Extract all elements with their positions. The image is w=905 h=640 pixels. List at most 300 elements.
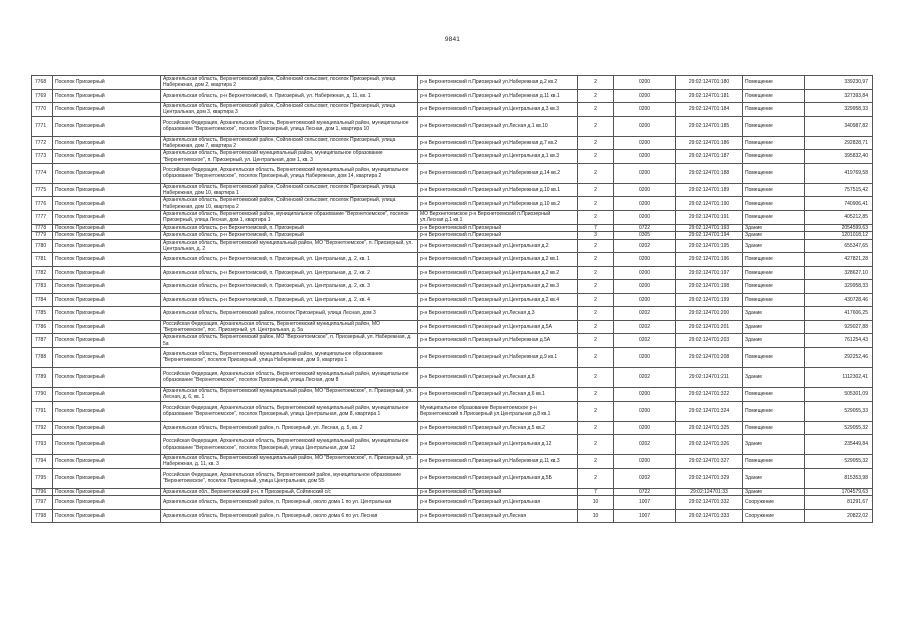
row-number-cell: 7782	[32, 266, 53, 280]
object-type-cell: Помещение	[743, 89, 805, 103]
full-address-cell: Архангельская область, р-н Верхнетоемский, п. Приозерный, ул. Центральная, д. 2, кв. 2	[161, 266, 418, 280]
settlement-name-cell: Поселок Приозерный	[53, 280, 161, 294]
cadastral-number-cell: 29:02:124701:203	[676, 334, 743, 348]
short-address-cell: р-н Верхнетоемский п.Приозерный ул.Центральная д.5Б	[418, 468, 578, 488]
object-code-cell: 0200	[614, 421, 676, 435]
category-number-cell: 2	[578, 211, 614, 225]
short-address-cell: р-н Верхнетоемский п.Приозерный ул.Центральная д.12	[418, 435, 578, 455]
table-row	[32, 103, 873, 117]
row-number-cell: 7789	[32, 367, 53, 387]
object-type-cell: Сооружение	[743, 496, 805, 510]
settlement-name-cell: Поселок Приозерный	[53, 334, 161, 348]
short-address-cell: р-н Верхнетоемский п.Приозерный ул.Набережная д.9 кв.1	[418, 347, 578, 367]
cadastral-cost-cell: 395832,40	[805, 150, 873, 164]
object-type-cell: Помещение	[743, 266, 805, 280]
category-number-cell: 2	[578, 116, 614, 136]
cadastral-cost-cell: 529055,32	[805, 421, 873, 435]
table-row	[32, 293, 873, 307]
settlement-name-cell: Поселок Приозерный	[53, 116, 161, 136]
cadastral-number-cell: 29:02:124701:190	[676, 197, 743, 211]
full-address-cell: Архангельская область, Верхнетоемский муниципальный район, МО "Верхнетоемское", п. Приозерный, ул. Набережная, д. 11, кв. 3	[161, 455, 418, 469]
object-type-cell: Здание	[743, 435, 805, 455]
category-number-cell: 2	[578, 421, 614, 435]
table-row	[32, 224, 873, 232]
category-number-cell: 2	[578, 320, 614, 334]
settlement-name-cell: Поселок Приозерный	[53, 401, 161, 421]
settlement-name-cell: Поселок Приозерный	[53, 435, 161, 455]
object-code-cell: 0202	[614, 435, 676, 455]
table-row	[32, 197, 873, 211]
cadastral-number-cell: 29:02:124701:180	[676, 76, 743, 90]
row-number-cell: 7783	[32, 280, 53, 294]
object-code-cell: 0200	[614, 103, 676, 117]
settlement-name-cell: Поселок Приозерный	[53, 253, 161, 267]
settlement-name-cell: Поселок Приозерный	[53, 307, 161, 321]
cadastral-number-cell: 29:02:124701:329	[676, 468, 743, 488]
settlement-name-cell: Поселок Приозерный	[53, 421, 161, 435]
settlement-name-cell: Поселок Приозерный	[53, 150, 161, 164]
full-address-cell: Архангельская область, Верхнетоемский район, Сойгинский сельсовет, поселок Приозерный, улица Набережная, дом 2, квартира 2	[161, 76, 418, 90]
object-code-cell: 0202	[614, 320, 676, 334]
cadastral-cost-cell: 419769,58	[805, 163, 873, 183]
object-code-cell: 0200	[614, 89, 676, 103]
settlement-name-cell: Поселок Приозерный	[53, 320, 161, 334]
table-row	[32, 468, 873, 488]
object-type-cell: Помещение	[743, 197, 805, 211]
full-address-cell: Российская Федерация, Архангельская область, Верхнетоемский район, муниципальное образование "Верхнетоемское", поселок Приозерный, улица Центральная, дом 5Б	[161, 468, 418, 488]
row-number-cell: 7792	[32, 421, 53, 435]
table-row	[32, 211, 873, 225]
row-number-cell: 7790	[32, 387, 53, 401]
object-type-cell: Здание	[743, 307, 805, 321]
object-type-cell: Здание	[743, 232, 805, 240]
settlement-name-cell: Поселок Приозерный	[53, 103, 161, 117]
object-type-cell: Помещение	[743, 103, 805, 117]
row-number-cell: 7777	[32, 211, 53, 225]
object-code-cell: 1007	[614, 509, 676, 523]
short-address-cell: Муниципальное образование Верхнетоемское р-н Верхнетоемский п.Приозерный ул.Центральная д.8 кв.1	[418, 401, 578, 421]
short-address-cell: р-н Верхнетоемский п.Приозерный	[418, 224, 578, 232]
page-number: 9841	[444, 36, 461, 43]
table-row	[32, 367, 873, 387]
object-type-cell: Помещение	[743, 455, 805, 469]
row-number-cell: 7785	[32, 307, 53, 321]
cadastral-cost-cell: 292828,71	[805, 136, 873, 150]
table-row	[32, 387, 873, 401]
cadastral-number-cell: 29:02:124701:189	[676, 183, 743, 197]
cadastral-cost-cell: 529055,33	[805, 401, 873, 421]
row-number-cell: 7781	[32, 253, 53, 267]
row-number-cell: 7780	[32, 239, 53, 253]
cadastral-cost-cell: 2054599,63	[805, 224, 873, 232]
table-row	[32, 488, 873, 496]
object-code-cell: 0722	[614, 224, 676, 232]
cadastral-number-cell: 29:02:124701:325	[676, 421, 743, 435]
settlement-name-cell: Поселок Приозерный	[53, 293, 161, 307]
short-address-cell: р-н Верхнетоемский п.Приозерный ул.Центральная д.2 кв.3	[418, 280, 578, 294]
object-code-cell: 0200	[614, 455, 676, 469]
full-address-cell: Российская Федерация, Архангельская область, Верхнетоемский муниципальный район, муниципальное образование "Верхнетоемское", поселок Приозерный, улица Набережная, дом 14, квартира 2	[161, 163, 418, 183]
table-row	[32, 421, 873, 435]
object-type-cell: Здание	[743, 239, 805, 253]
cadastral-cost-cell: 339230,97	[805, 76, 873, 90]
short-address-cell: р-н Верхнетоемский п.Приозерный ул.Лесная д.3	[418, 307, 578, 321]
table-row	[32, 163, 873, 183]
object-type-cell: Помещение	[743, 253, 805, 267]
cadastral-number-cell: 29:02:124701:208	[676, 347, 743, 367]
object-code-cell: 0202	[614, 367, 676, 387]
object-code-cell: 0200	[614, 253, 676, 267]
object-type-cell: Сооружение	[743, 509, 805, 523]
cadastral-cost-cell: 757515,42	[805, 183, 873, 197]
cadastral-number-cell: 29:02:124701:191	[676, 211, 743, 225]
short-address-cell: р-н Верхнетоемский п.Приозерный ул.Центральная д.2 кв.4	[418, 293, 578, 307]
category-number-cell: 2	[578, 150, 614, 164]
full-address-cell: Архангельская область, р-н Верхнетоемский, п. Приозерный, ул. Центральная, д. 2, кв. 3	[161, 280, 418, 294]
cadastral-number-cell: 29:02:124701:193	[676, 224, 743, 232]
full-address-cell: Российская Федерация, Архангельская область, Верхнетоемский муниципальный район, муниципальное образование "Верхнетоемское", поселок Приозерный, улица Лесная, дом 8	[161, 367, 418, 387]
row-number-cell: 7798	[32, 509, 53, 523]
cadastral-number-cell: 29:02:124701:327	[676, 455, 743, 469]
cadastral-cost-cell: 235449,84	[805, 435, 873, 455]
object-code-cell: 0722	[614, 488, 676, 496]
cadastral-number-cell: 29:02:124701:332	[676, 496, 743, 510]
category-number-cell: 2	[578, 183, 614, 197]
full-address-cell: Архангельская область, Верхнетоемский муниципальный район, муниципальное образование "Верхнетоемское", п. Приозерный, ул. Центральная, дом 1, кв. 3	[161, 150, 418, 164]
full-address-cell: Архангельская область, Верхнетоемский район, муниципальное образование "Верхнетоемское", поселок Приозерный, улица Лесная, дом 1, квартира 1	[161, 211, 418, 225]
object-type-cell: Здание	[743, 224, 805, 232]
object-type-cell: Помещение	[743, 163, 805, 183]
full-address-cell: Архангельская область, Верхнетоемский район, Сойгинский сельсовет, поселок Приозерный, улица Набережная, дом 10, квартира 1	[161, 183, 418, 197]
cadastral-number-cell: 29:02:124701:185	[676, 116, 743, 136]
cadastral-number-cell: 29:02:124701:322	[676, 387, 743, 401]
short-address-cell: р-н Верхнетоемский п.Приозерный ул.Набережная д.7 кв.2	[418, 136, 578, 150]
row-number-cell: 7787	[32, 334, 53, 348]
short-address-cell: р-н Верхнетоемский п.Приозерный ул.Набережная д.10 кв.1	[418, 183, 578, 197]
settlement-name-cell: Поселок Приозерный	[53, 224, 161, 232]
full-address-cell: Архангельская область, Верхнетоемский район, п. Приозерный, ул. Лесная, д. 5, кв. 2	[161, 421, 418, 435]
object-code-cell: 0200	[614, 136, 676, 150]
settlement-name-cell: Поселок Приозерный	[53, 239, 161, 253]
cadastral-cost-cell: 329958,33	[805, 103, 873, 117]
cadastral-cost-cell: 505301,09	[805, 387, 873, 401]
cadastral-cost-cell: 417606,25	[805, 307, 873, 321]
cadastral-cost-cell: 340987,82	[805, 116, 873, 136]
full-address-cell: Архангельская область, Верхнетоемский муниципальный район, МО "Верхнетоемское", п. Приозерный, ул. Лесная, д. 6, кв. 1	[161, 387, 418, 401]
cadastral-number-cell: 29:02:124701:333	[676, 509, 743, 523]
cadastral-number-cell: 29:02:124701:197	[676, 266, 743, 280]
table-row	[32, 320, 873, 334]
category-number-cell: 10	[578, 509, 614, 523]
row-number-cell: 7775	[32, 183, 53, 197]
object-code-cell: 0200	[614, 183, 676, 197]
object-type-cell: Здание	[743, 468, 805, 488]
cadastral-cost-cell: 427821,28	[805, 253, 873, 267]
table-row	[32, 347, 873, 367]
object-code-cell: 0202	[614, 334, 676, 348]
row-number-cell: 7769	[32, 89, 53, 103]
cadastral-cost-cell: 655347,65	[805, 239, 873, 253]
full-address-cell: Архангельская область, Верхнетоемский муниципальный район, МО "Верхнетоемское", п. Приозерный, ул. Центральная, д. 2	[161, 239, 418, 253]
full-address-cell: Архангельская область, р-н Верхнетоемский, п. Приозерный	[161, 224, 418, 232]
object-type-cell: Помещение	[743, 293, 805, 307]
object-code-cell: 0202	[614, 307, 676, 321]
category-number-cell: 2	[578, 280, 614, 294]
table-row	[32, 307, 873, 321]
full-address-cell: Российская Федерация, Архангельская область, Верхнетоемский муниципальный район, муниципальное образование "Верхнетоемское", поселок Приозерный, улица Лесная, дом 1, квартира 10	[161, 116, 418, 136]
row-number-cell: 7773	[32, 150, 53, 164]
category-number-cell: 2	[578, 136, 614, 150]
short-address-cell: р-н Верхнетоемский п.Приозерный ул.Центральная	[418, 496, 578, 510]
table-row	[32, 509, 873, 523]
table-row	[32, 334, 873, 348]
table-row	[32, 183, 873, 197]
category-number-cell: 2	[578, 334, 614, 348]
settlement-name-cell: Поселок Приозерный	[53, 266, 161, 280]
full-address-cell: Архангельская область, р-н Верхнетоемский, п. Приозерный	[161, 232, 418, 240]
row-number-cell: 7784	[32, 293, 53, 307]
row-number-cell: 7771	[32, 116, 53, 136]
row-number-cell: 7772	[32, 136, 53, 150]
cadastral-cost-cell: 430728,46	[805, 293, 873, 307]
row-number-cell: 7796	[32, 488, 53, 496]
cadastral-number-cell: 29:02:124701:211	[676, 367, 743, 387]
object-code-cell: 0305	[614, 232, 676, 240]
category-number-cell: 10	[578, 496, 614, 510]
full-address-cell: Архангельская область, Верхнетоемский район, поселок Приозерный, улица Лесная, дом 3	[161, 307, 418, 321]
cadastral-number-cell: 29:02:124701:33	[676, 488, 743, 496]
category-number-cell: 2	[578, 89, 614, 103]
object-type-cell: Помещение	[743, 116, 805, 136]
full-address-cell: Архангельская область, Верхнетоемский район, п. Приозерный, около дома 6 по ул. Лесная	[161, 509, 418, 523]
object-code-cell: 0202	[614, 239, 676, 253]
full-address-cell: Архангельская обл., Верхнетоемский р-н, п Приозерный, Сойгинский с/с	[161, 488, 418, 496]
object-code-cell: 0200	[614, 387, 676, 401]
category-number-cell: 2	[578, 401, 614, 421]
row-number-cell: 7797	[32, 496, 53, 510]
full-address-cell: Архангельская область, Верхнетоемский район, п. Приозерный, около дома 1 по ул. Центральная	[161, 496, 418, 510]
cadastral-number-cell: 29:02:124701:184	[676, 103, 743, 117]
short-address-cell: р-н Верхнетоемский п.Приозерный ул.Набережная д.5А	[418, 334, 578, 348]
object-code-cell: 0202	[614, 468, 676, 488]
object-type-cell: Помещение	[743, 421, 805, 435]
cadastral-number-cell: 29:02:124701:188	[676, 163, 743, 183]
category-number-cell: 2	[578, 239, 614, 253]
settlement-name-cell: Поселок Приозерный	[53, 387, 161, 401]
object-type-cell: Помещение	[743, 401, 805, 421]
table-row	[32, 253, 873, 267]
cadastral-cost-cell: 815353,98	[805, 468, 873, 488]
cadastral-number-cell: 29:02:124701:324	[676, 401, 743, 421]
object-type-cell: Помещение	[743, 211, 805, 225]
object-code-cell: 0200	[614, 293, 676, 307]
row-number-cell: 7793	[32, 435, 53, 455]
object-code-cell: 0200	[614, 211, 676, 225]
short-address-cell: р-н Верхнетоемский п.Приозерный ул.Набережная д.11 кв.1	[418, 89, 578, 103]
settlement-name-cell: Поселок Приозерный	[53, 367, 161, 387]
object-code-cell: 0200	[614, 197, 676, 211]
full-address-cell: Архангельская область, Верхнетоемский район, Сойгинский сельсовет, поселок Приозерный, улица Центральная, дом 3, квартира 3	[161, 103, 418, 117]
object-type-cell: Помещение	[743, 280, 805, 294]
cadastral-number-cell: 29:02:124701:181	[676, 89, 743, 103]
short-address-cell: р-н Верхнетоемский п.Приозерный ул.Лесная д.1 кв.10	[418, 116, 578, 136]
object-code-cell: 0200	[614, 266, 676, 280]
row-number-cell: 7776	[32, 197, 53, 211]
cadastral-number-cell: 29:02:124701:195	[676, 239, 743, 253]
cadastral-cost-cell: 929027,88	[805, 320, 873, 334]
cadastral-cost-cell: 328627,10	[805, 266, 873, 280]
short-address-cell: р-н Верхнетоемский п.Приозерный ул.Центральная д.3 кв.3	[418, 103, 578, 117]
object-code-cell: 0200	[614, 116, 676, 136]
object-code-cell: 0200	[614, 163, 676, 183]
cadastral-cost-cell: 1201018,12	[805, 232, 873, 240]
object-type-cell: Помещение	[743, 347, 805, 367]
cadastral-registry-table	[31, 75, 873, 523]
settlement-name-cell: Поселок Приозерный	[53, 347, 161, 367]
row-number-cell: 7791	[32, 401, 53, 421]
table-row	[32, 116, 873, 136]
category-number-cell: 2	[578, 468, 614, 488]
object-type-cell: Здание	[743, 320, 805, 334]
cadastral-cost-cell: 1112302,41	[805, 367, 873, 387]
row-number-cell: 7778	[32, 224, 53, 232]
short-address-cell: р-н Верхнетоемский п.Приозерный ул.Центральная д.2	[418, 239, 578, 253]
category-number-cell: 2	[578, 293, 614, 307]
short-address-cell: р-н Верхнетоемский п.Приозерный ул.Набережная д.10 кв.2	[418, 197, 578, 211]
object-code-cell: 0200	[614, 401, 676, 421]
object-type-cell: Здание	[743, 367, 805, 387]
settlement-name-cell: Поселок Приозерный	[53, 496, 161, 510]
full-address-cell: Архангельская область, Верхнетоемский район, МО "Верхнетоемское", п. Приозерный, ул. Набережная, д. 5а	[161, 334, 418, 348]
settlement-name-cell: Поселок Приозерный	[53, 468, 161, 488]
short-address-cell: р-н Верхнетоемский п.Приозерный ул.Набережная д.14 кв.2	[418, 163, 578, 183]
short-address-cell: р-н Верхнетоемский п.Приозерный ул.Центральная д.1 кв.3	[418, 150, 578, 164]
row-number-cell: 7795	[32, 468, 53, 488]
cadastral-cost-cell: 405212,85	[805, 211, 873, 225]
short-address-cell: р-н Верхнетоемский п.Приозерный ул.Центральная д.2 кв.1	[418, 253, 578, 267]
settlement-name-cell: Поселок Приозерный	[53, 76, 161, 90]
category-number-cell: 2	[578, 253, 614, 267]
cadastral-number-cell: 29:02:124701:326	[676, 435, 743, 455]
table-row	[32, 239, 873, 253]
settlement-name-cell: Поселок Приозерный	[53, 455, 161, 469]
category-number-cell: 7	[578, 488, 614, 496]
cadastral-number-cell: 29:02:124701:198	[676, 280, 743, 294]
category-number-cell: 2	[578, 387, 614, 401]
object-code-cell: 0200	[614, 76, 676, 90]
table-row	[32, 280, 873, 294]
full-address-cell: Архангельская область, Верхнетоемский район, Сойгинский сельсовет, поселок Приозерный, улица Набережная, дом 7, квартира 2	[161, 136, 418, 150]
category-number-cell: 2	[578, 435, 614, 455]
settlement-name-cell: Поселок Приозерный	[53, 211, 161, 225]
cadastral-number-cell: 29:02:124701:196	[676, 253, 743, 267]
table-row	[32, 136, 873, 150]
short-address-cell: р-н Верхнетоемский п.Приозерный ул.Набережная д.11 кв.3	[418, 455, 578, 469]
category-number-cell: 2	[578, 266, 614, 280]
row-number-cell: 7768	[32, 76, 53, 90]
object-type-cell: Здание	[743, 334, 805, 348]
row-number-cell: 7786	[32, 320, 53, 334]
cadastral-cost-cell: 292252,46	[805, 347, 873, 367]
table-row	[32, 496, 873, 510]
category-number-cell: 2	[578, 367, 614, 387]
cadastral-cost-cell: 529055,32	[805, 455, 873, 469]
cadastral-number-cell: 29:02:124701:186	[676, 136, 743, 150]
full-address-cell: Архангельская область, Верхнетоемский район, Сойгинский сельсовет, поселок Приозерный, улица Набережная, дом 10, квартира 2	[161, 197, 418, 211]
object-type-cell: Помещение	[743, 76, 805, 90]
object-type-cell: Помещение	[743, 136, 805, 150]
category-number-cell: 7	[578, 224, 614, 232]
object-code-cell: 0200	[614, 347, 676, 367]
full-address-cell: Российская Федерация, Архангельская область, Верхнетоемский муниципальный район, муниципальное образование "Верхнетоемское", поселок Приозерный, улица Центральная, дом 12	[161, 435, 418, 455]
cadastral-cost-cell: 327393,84	[805, 89, 873, 103]
short-address-cell: р-н Верхнетоемский п.Приозерный ул.Лесная д.8	[418, 367, 578, 387]
settlement-name-cell: Поселок Приозерный	[53, 197, 161, 211]
object-type-cell: Помещение	[743, 183, 805, 197]
short-address-cell: р-н Верхнетоемский п.Приозерный ул.Лесная д.5 кв.2	[418, 421, 578, 435]
full-address-cell: Архангельская область, р-н Верхнетоемский, п. Приозерный, ул. Набережная, д. 11, кв. 1	[161, 89, 418, 103]
table-row	[32, 76, 873, 90]
cadastral-cost-cell: 20822,02	[805, 509, 873, 523]
row-number-cell: 7779	[32, 232, 53, 240]
table-row	[32, 435, 873, 455]
cadastral-number-cell: 29:02:124701:199	[676, 293, 743, 307]
object-type-cell: Здание	[743, 488, 805, 496]
cadastral-cost-cell: 329958,33	[805, 280, 873, 294]
full-address-cell: Архангельская область, Верхнетоемский муниципальный район, муниципальное образование "Верхнетоемское", поселок Приозерный, улица Набережная, дом 9, квартира 1	[161, 347, 418, 367]
cadastral-cost-cell: 1704579,63	[805, 488, 873, 496]
category-number-cell: 2	[578, 347, 614, 367]
settlement-name-cell: Поселок Приозерный	[53, 136, 161, 150]
row-number-cell: 7788	[32, 347, 53, 367]
cadastral-number-cell: 29:02:124701:194	[676, 232, 743, 240]
settlement-name-cell: Поселок Приозерный	[53, 232, 161, 240]
short-address-cell: р-н Верхнетоемский п.Приозерный	[418, 488, 578, 496]
cadastral-number-cell: 29:02:124701:187	[676, 150, 743, 164]
full-address-cell: Российская Федерация, Архангельская область, Верхнетоемский муниципальный район, МО "Верхнетоемское", пос. Приозерный, ул. Центральная, д. 5а	[161, 320, 418, 334]
full-address-cell: Архангельская область, р-н Верхнетоемский, п. Приозерный, ул. Центральная, д. 2, кв. 4	[161, 293, 418, 307]
full-address-cell: Российская Федерация, Архангельская область, Верхнетоемский муниципальный район, муниципальное образование "Верхнетоемское", поселок Приозерный, улица Центральная, дом 8, квартира 1	[161, 401, 418, 421]
short-address-cell: р-н Верхнетоемский п.Приозерный ул.Центральная д.2 кв.2	[418, 266, 578, 280]
short-address-cell: МО Верхнетоемское р-н Верхнетоемский п.Приозерный ул.Лесная д.1 кв.1	[418, 211, 578, 225]
category-number-cell: 2	[578, 197, 614, 211]
cadastral-cost-cell: 81291,67	[805, 496, 873, 510]
category-number-cell: 2	[578, 455, 614, 469]
settlement-name-cell: Поселок Приозерный	[53, 89, 161, 103]
cadastral-number-cell: 29:02:124701:200	[676, 307, 743, 321]
object-type-cell: Помещение	[743, 387, 805, 401]
full-address-cell: Архангельская область, р-н Верхнетоемский, п. Приозерный, ул. Центральная, д. 2, кв. 1	[161, 253, 418, 267]
settlement-name-cell: Поселок Приозерный	[53, 509, 161, 523]
short-address-cell: р-н Верхнетоемский п.Приозерный ул.Центральная д.5А	[418, 320, 578, 334]
table-row	[32, 266, 873, 280]
category-number-cell: 3	[578, 232, 614, 240]
category-number-cell: 2	[578, 307, 614, 321]
table-row	[32, 455, 873, 469]
cadastral-number-cell: 29:02:124701:201	[676, 320, 743, 334]
object-code-cell: 0200	[614, 280, 676, 294]
row-number-cell: 7774	[32, 163, 53, 183]
object-code-cell: 0200	[614, 150, 676, 164]
category-number-cell: 2	[578, 103, 614, 117]
settlement-name-cell: Поселок Приозерный	[53, 163, 161, 183]
settlement-name-cell: Поселок Приозерный	[53, 488, 161, 496]
short-address-cell: р-н Верхнетоемский п.Приозерный ул.Лесная д.6 кв.1	[418, 387, 578, 401]
row-number-cell: 7770	[32, 103, 53, 117]
table-row	[32, 89, 873, 103]
short-address-cell: р-н Верхнетоемский п.Приозерный	[418, 232, 578, 240]
table-row	[32, 401, 873, 421]
